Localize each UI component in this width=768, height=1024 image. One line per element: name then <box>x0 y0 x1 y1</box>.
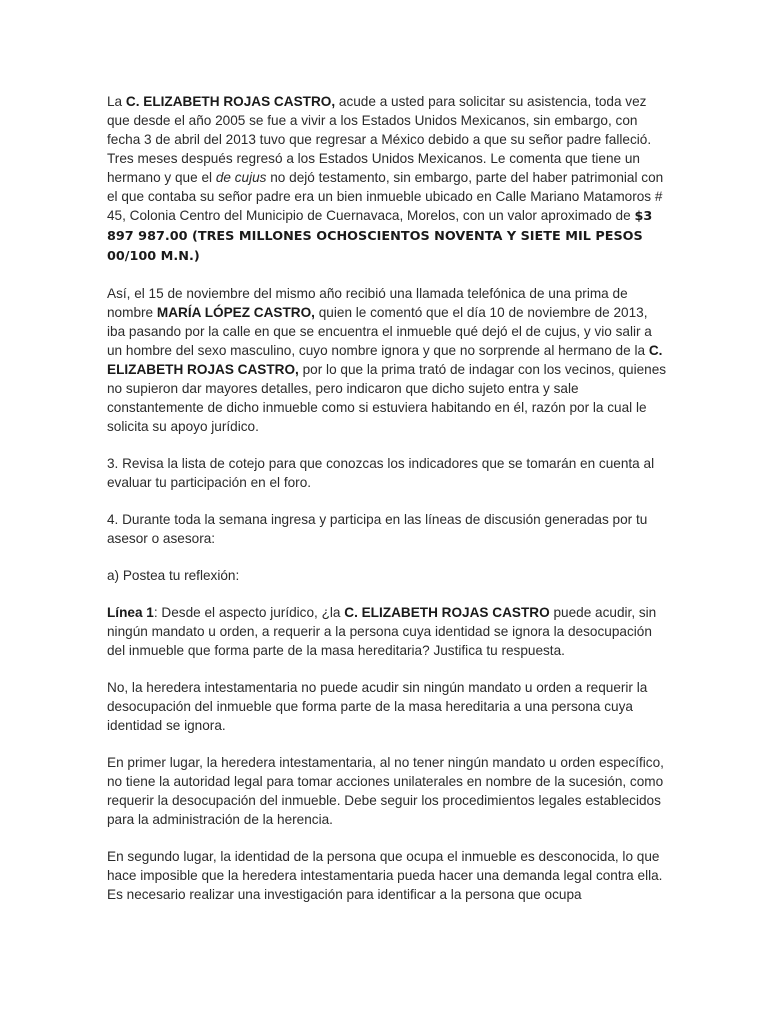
client-name: C. ELIZABETH ROJAS CASTRO, <box>125 94 336 109</box>
paragraph-phone-call <box>107 284 667 436</box>
cousin-name: MARÍA LÓPEZ CASTRO, <box>156 305 315 320</box>
latin-term: de cujus <box>215 170 267 185</box>
paragraph-question-line-1 <box>107 603 667 660</box>
client-name: C. ELIZABETH ROJAS CASTRO, <box>107 343 663 377</box>
paragraph-answer: No, la heredera intestamentaria no puede acudir sin ningún mandato u orden a requerir la desocupación del inmueble que forma parte de la masa hereditaria a una persona cuya identidad se ignora. <box>107 680 648 733</box>
text: por lo que la prima trató de indagar con los vecinos, quienes no supieron dar mayores detalles, pero indicaron que dicho sujeto entra y sale constantemente de dicho inmueble como si estuviera habitando en él, razón por la cual le solicita su apoyo jurídico. <box>107 362 667 434</box>
document-page <box>107 92 667 922</box>
paragraph-case-facts <box>107 92 667 266</box>
text: Así, el 15 de noviembre del mismo año recibió una llamada telefónica de una prima de nombre <box>107 286 628 320</box>
paragraph-instruction-4: 4. Durante toda la semana ingresa y participa en las líneas de discusión generadas por tu asesor o asesora: <box>107 512 648 546</box>
paragraph-first-reason: En primer lugar, la heredera intestamentaria, al no tener ningún mandato u orden específico, no tiene la autoridad legal para tomar acciones unilaterales en nombre de la sucesión, como requerir la desocupación del inmueble. Debe seguir los procedimientos legales establecidos para la administración de la herencia. <box>107 755 664 827</box>
text: La <box>107 94 126 109</box>
client-name: C. ELIZABETH ROJAS CASTRO <box>344 605 550 620</box>
question-label: Línea 1 <box>107 605 154 620</box>
paragraph-instruction-3: 3. Revisa la lista de cotejo para que conozcas los indicadores que se tomarán en cuenta al evaluar tu participación en el foro. <box>107 456 655 490</box>
property-value: $3 897 987.00 (TRES MILLONES OCHOSCIENTOS NOVENTA Y SIETE MIL PESOS 00/100 M.N.) <box>107 209 653 264</box>
text: puede acudir, sin ningún mandato u orden, a requerir a la persona cuya identidad se ignora la desocupación del inmueble que forma parte de la masa hereditaria? Justifica tu respuesta. <box>107 605 657 658</box>
paragraph-post-reflection: a) Postea tu reflexión: <box>107 568 240 583</box>
text: : Desde el aspecto jurídico, ¿la <box>153 605 345 620</box>
text: quien le comentó que el día 10 de noviembre de 2013, iba pasando por la calle en que se encuentra el inmueble qué dejó el de cujus, y vio salir a un hombre del sexo masculino, cuyo nombre ignora y que no sorprende al hermano de la <box>107 305 652 358</box>
text: acude a usted para solicitar su asistencia, toda vez que desde el año 2005 se fue a vivir a los Estados Unidos Mexicanos, sin embargo, con fecha 3 de abril del 2013 tuvo que regresar a México debido a que su señor padre falleció. Tres meses después regresó a los Estados Unidos Mexicanos. Le comenta que tiene un hermano y que el <box>107 94 652 185</box>
text: no dejó testamento, sin embargo, parte del haber patrimonial con el que contaba su señor padre era un bien inmueble ubicado en Calle Mariano Matamoros # 45, Colonia Centro del Municipio de Cuernavaca, Morelos, con un valor aproximado de <box>107 170 664 223</box>
paragraph-second-reason: En segundo lugar, la identidad de la persona que ocupa el inmueble es desconocida, lo que hace imposible que la heredera intestamentaria pueda hacer una demanda legal contra ella. Es necesario realizar una investigación para identificar a la persona que ocupa <box>107 849 663 902</box>
